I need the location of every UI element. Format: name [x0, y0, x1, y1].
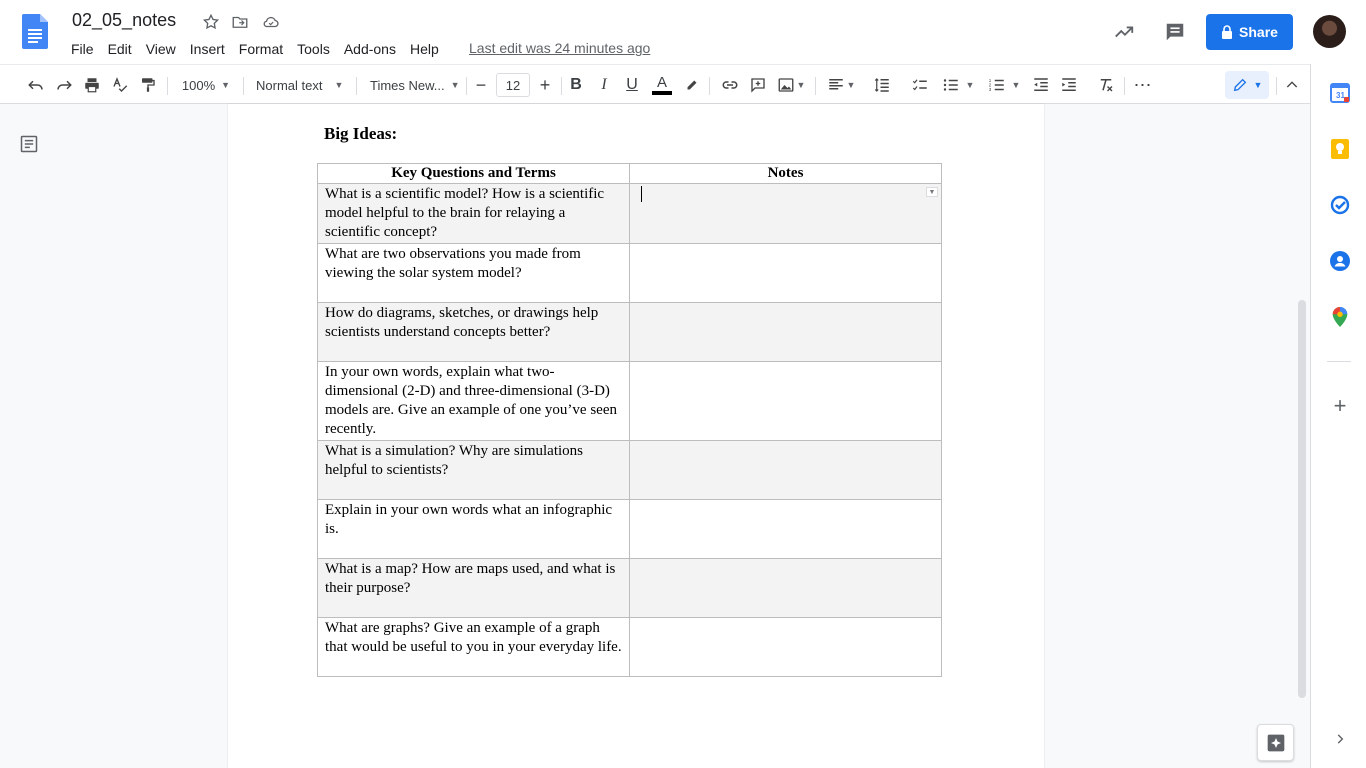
menu-bar	[64, 38, 446, 60]
question-cell[interactable]: In your own words, explain what two-dimensional (2-D) and three-dimensional (3-D) models are. Give an example of one you’ve seen recently.	[318, 362, 630, 441]
activity-trend-icon[interactable]	[1110, 18, 1138, 46]
cloud-status-icon[interactable]	[261, 12, 281, 32]
docs-logo-icon[interactable]	[22, 14, 48, 49]
bold-icon[interactable]: B	[570, 76, 582, 93]
share-label: Share	[1239, 24, 1278, 40]
table-row	[318, 559, 942, 618]
share-button[interactable]	[1206, 14, 1293, 50]
keep-icon[interactable]	[1329, 138, 1351, 160]
expand-panel-icon[interactable]	[1329, 728, 1351, 750]
notes-cell[interactable]	[630, 362, 942, 441]
last-edit-link[interactable]: Last edit was 24 minutes ago	[469, 40, 651, 56]
font-size-input[interactable]: 12	[496, 73, 530, 97]
section-heading: Big Ideas:	[324, 124, 398, 143]
zoom-value: 100%	[181, 77, 216, 93]
text-cursor	[641, 186, 642, 202]
redo-icon[interactable]	[52, 71, 76, 99]
insert-image-icon[interactable]: ▼	[774, 71, 808, 99]
table-row	[318, 303, 942, 362]
more-options-icon[interactable]: ⋯	[1133, 74, 1153, 95]
notes-cell[interactable]	[630, 303, 942, 362]
menu-tools[interactable]: Tools	[297, 41, 330, 57]
explore-icon	[1266, 733, 1286, 753]
add-comment-icon[interactable]	[746, 71, 770, 99]
table-header-notes[interactable]: Notes	[630, 164, 942, 184]
increase-indent-icon[interactable]	[1057, 71, 1081, 99]
question-cell[interactable]: What is a map? How are maps used, and what is their purpose?	[318, 559, 630, 618]
menu-insert[interactable]: Insert	[189, 41, 225, 57]
maps-icon[interactable]	[1329, 306, 1351, 328]
document-page[interactable]	[228, 104, 1044, 768]
table-row	[318, 441, 942, 500]
side-panel	[1310, 64, 1366, 768]
svg-text:3: 3	[988, 87, 991, 92]
table-row	[318, 184, 942, 244]
tasks-icon[interactable]	[1329, 194, 1351, 216]
notes-cell[interactable]	[630, 500, 942, 559]
cell-dropdown-icon[interactable]: ▼	[926, 187, 938, 197]
calendar-icon[interactable]	[1329, 82, 1351, 104]
text-color-icon[interactable]: A	[650, 71, 674, 99]
move-folder-icon[interactable]	[230, 12, 250, 32]
notes-cell[interactable]	[630, 244, 942, 303]
italic-icon[interactable]: I	[601, 76, 607, 93]
paragraph-style-value: Normal text	[256, 77, 323, 93]
align-icon[interactable]: ▼	[824, 71, 858, 99]
editing-mode-button[interactable]: ▼	[1225, 71, 1269, 99]
undo-icon[interactable]	[24, 71, 48, 99]
document-title[interactable]: 02_05_notes	[72, 10, 177, 30]
add-addon-icon[interactable]: +	[1333, 393, 1347, 418]
scrollbar[interactable]	[1298, 300, 1306, 698]
print-icon[interactable]	[80, 71, 104, 99]
notes-table	[317, 163, 942, 677]
contacts-icon[interactable]	[1329, 250, 1351, 272]
svg-text:31: 31	[1336, 91, 1345, 100]
paragraph-style-select[interactable]: Normal text ▼	[256, 77, 344, 93]
svg-text:1: 1	[988, 78, 991, 83]
bulleted-list-icon[interactable]: ▼	[938, 71, 978, 99]
pencil-icon	[1232, 77, 1248, 93]
clear-formatting-icon[interactable]	[1094, 71, 1118, 99]
formatting-toolbar	[0, 64, 1310, 104]
star-icon[interactable]	[201, 12, 221, 32]
question-cell[interactable]: How do diagrams, sketches, or drawings help scientists understand concepts better?	[318, 303, 630, 362]
numbered-list-icon[interactable]: 1 2 3 ▼	[988, 78, 1021, 92]
decrease-font-size-button[interactable]: −	[475, 74, 487, 95]
increase-font-size-button[interactable]: +	[539, 74, 551, 95]
table-header-questions[interactable]: Key Questions and Terms	[318, 164, 630, 184]
zoom-select[interactable]: 100% ▼	[181, 77, 231, 93]
font-value: Times New...	[370, 77, 445, 93]
table-row	[318, 244, 942, 303]
notes-cell[interactable]	[630, 559, 942, 618]
top-bar	[0, 0, 1366, 64]
menu-file[interactable]: File	[71, 41, 94, 57]
collapse-menus-icon[interactable]	[1280, 71, 1304, 99]
menu-edit[interactable]: Edit	[107, 41, 132, 57]
question-cell[interactable]: What are graphs? Give an example of a graph that would be useful to you in your everyday life.	[318, 618, 630, 677]
question-cell[interactable]: What are two observations you made from viewing the solar system model?	[318, 244, 630, 303]
comment-history-icon[interactable]	[1161, 18, 1189, 46]
avatar[interactable]	[1313, 15, 1346, 48]
line-spacing-icon[interactable]	[870, 71, 894, 99]
table-row	[318, 362, 942, 441]
paint-format-icon[interactable]	[136, 71, 160, 99]
question-cell[interactable]: Explain in your own words what an infographic is.	[318, 500, 630, 559]
notes-cell[interactable]	[630, 184, 942, 244]
highlight-color-icon[interactable]	[680, 71, 704, 99]
question-cell[interactable]: What is a simulation? Why are simulations helpful to scientists?	[318, 441, 630, 500]
menu-view[interactable]: View	[145, 41, 176, 57]
explore-button[interactable]	[1257, 724, 1294, 761]
menu-help[interactable]: Help	[409, 41, 439, 57]
spellcheck-icon[interactable]	[108, 71, 132, 99]
insert-link-icon[interactable]	[718, 71, 742, 99]
document-outline-icon[interactable]	[19, 134, 39, 154]
table-row	[318, 500, 942, 559]
notes-cell[interactable]	[630, 618, 942, 677]
menu-add-ons[interactable]: Add-ons	[343, 41, 396, 57]
decrease-indent-icon[interactable]	[1029, 71, 1053, 99]
question-cell[interactable]: What is a scientific model? How is a scientific model helpful to the brain for relaying a scientific concept?	[318, 184, 630, 244]
table-row	[318, 618, 942, 677]
checklist-icon[interactable]	[908, 71, 932, 99]
underline-icon[interactable]: U	[626, 76, 638, 93]
lock-icon	[1221, 25, 1233, 39]
font-select[interactable]: Times New... ▼	[370, 77, 460, 93]
menu-format[interactable]: Format	[238, 41, 284, 57]
notes-cell[interactable]	[630, 441, 942, 500]
svg-text:2: 2	[988, 82, 991, 88]
